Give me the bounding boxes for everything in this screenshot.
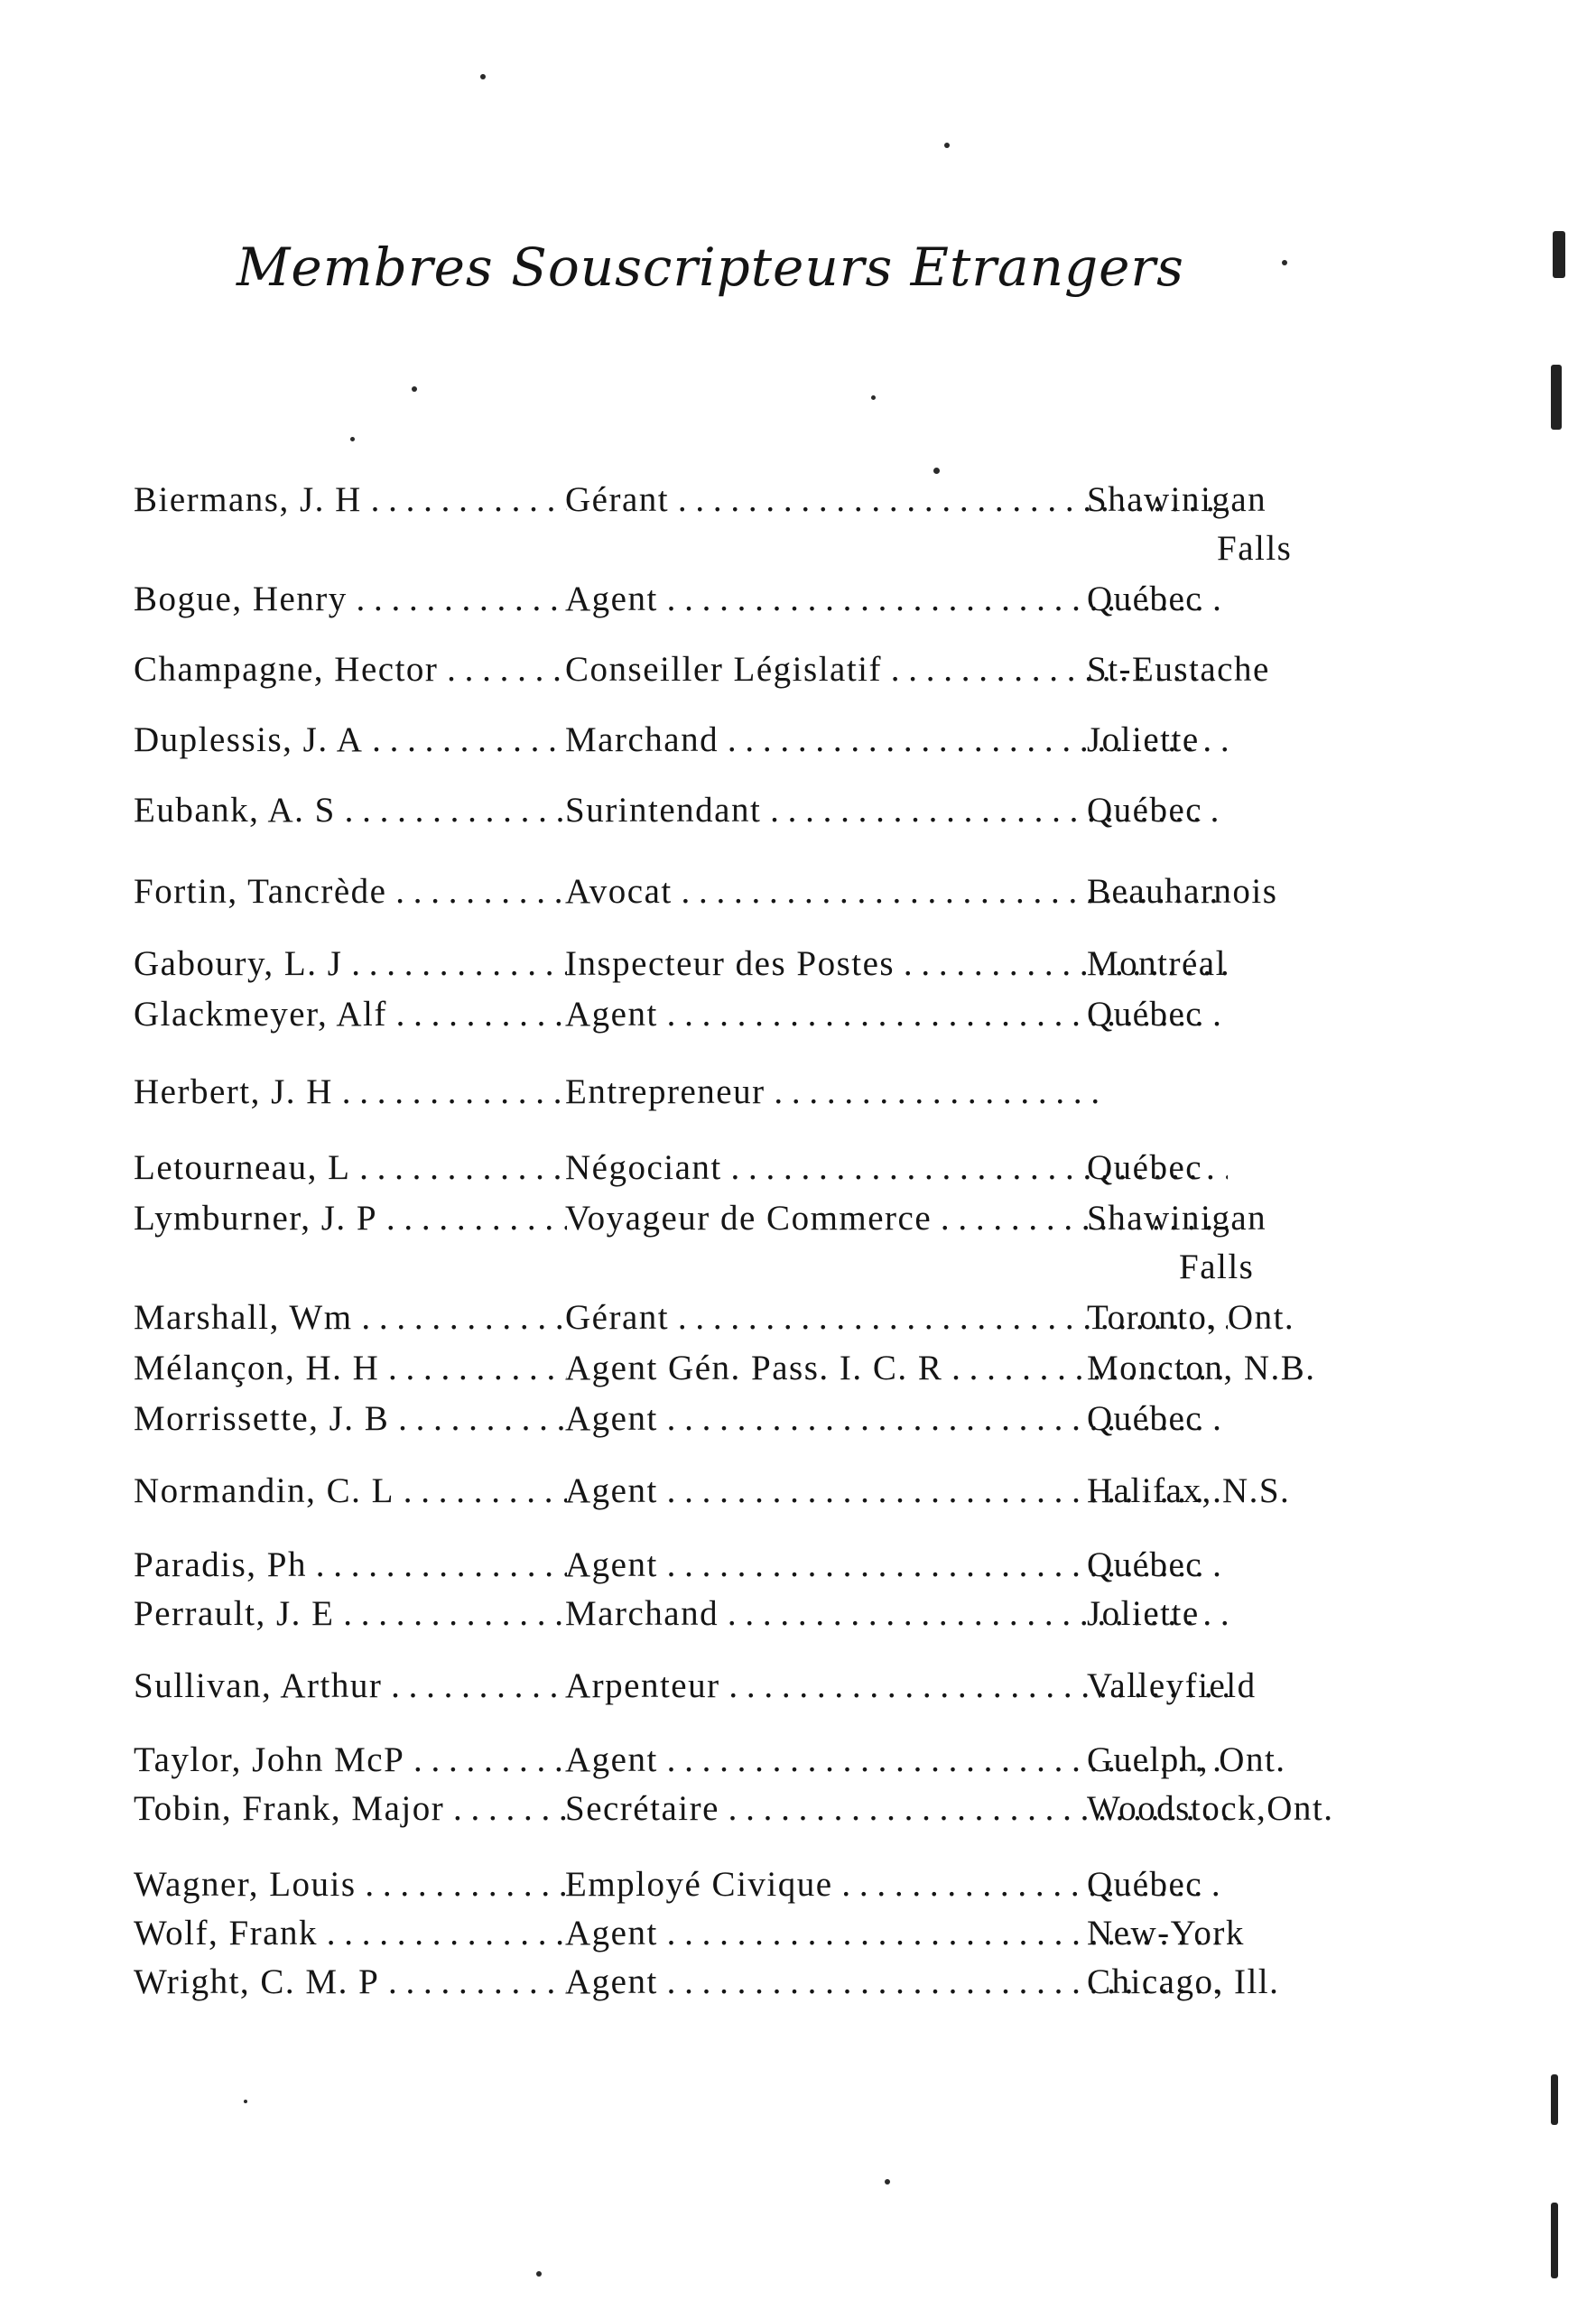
member-town: Québec [1087,1148,1203,1187]
member-occupation: Inspecteur des Postes . . . [565,941,1228,988]
member-town-continuation: Falls [1217,529,1293,568]
member-name: Biermans, J. H . . . [134,477,567,524]
member-name: Paradis, Ph . . . [134,1542,567,1589]
member-occupation: Agent . . . [565,1542,1228,1589]
member-name: Letourneau, L . . . [134,1145,567,1192]
scan-speck [350,437,355,441]
page-title: Membres Souscripteurs Etrangers [237,237,1184,298]
member-name: Taylor, John McP . . . [134,1737,567,1784]
member-occupation: Surintendant . . . [565,787,1228,834]
member-name: Morrissette, J. B . . . [134,1396,567,1442]
member-occupation: Agent . . . [565,1737,1228,1784]
member-occupation: Conseiller Législatif . . . [565,646,1228,693]
member-town: New-York [1087,1914,1245,1953]
member-town: Guelph, Ont. [1087,1740,1286,1779]
member-town: Moncton, N.B. [1087,1349,1316,1387]
member-town: Shawinigan [1087,1199,1267,1238]
member-name: Eubank, A. S . . . [134,787,567,834]
member-town: Shawinigan [1087,480,1267,519]
member-town: Québec [1087,1865,1203,1904]
member-town: Québec [1087,1399,1203,1438]
member-name: Perrault, J. E . . . [134,1591,567,1637]
member-town: Québec [1087,580,1203,618]
member-occupation: Négociant . . . [565,1145,1228,1192]
member-town: Québec [1087,1545,1203,1584]
member-occupation: Gérant . . . [565,1294,1228,1341]
scan-speck [244,2100,247,2103]
member-occupation: Gérant . . . [565,477,1228,524]
member-occupation: Agent . . . [565,991,1228,1038]
member-name: Gaboury, L. J . . . [134,941,567,988]
scan-speck [536,2271,542,2277]
scan-edge-mark [1553,231,1565,278]
member-occupation: Agent Gén. Pass. I. C. R . . . [565,1345,1228,1392]
member-town: St-Eustache [1087,650,1270,689]
member-town: Québec [1087,791,1203,830]
member-occupation: Arpenteur . . . [565,1663,1228,1710]
member-name: Normandin, C. L . . . [134,1468,567,1515]
scan-speck [412,386,417,392]
member-town: Joliette [1087,720,1200,759]
scan-speck [871,395,876,400]
member-town: Joliette [1087,1594,1200,1633]
member-occupation: Agent . . . [565,576,1228,623]
member-town-continuation: Falls [1179,1248,1255,1286]
scan-speck [944,143,950,148]
member-occupation: Agent . . . [565,1959,1228,2006]
member-name: Herbert, J. H . . . [134,1069,567,1116]
member-occupation: Marchand . . . [565,717,1228,764]
member-name: Wolf, Frank . . . [134,1910,567,1957]
member-name: Tobin, Frank, Major . . . [134,1786,567,1832]
member-town: Montréal [1087,944,1227,983]
member-name: Duplessis, J. A . . . [134,717,567,764]
member-town: Beauharnois [1087,872,1278,911]
member-occupation: Agent . . . [565,1910,1228,1957]
scan-edge-mark [1551,2074,1558,2125]
scan-edge-mark [1551,2203,1558,2278]
member-occupation: Employé Civique . . . [565,1861,1228,1908]
member-town: Halifax, N.S. [1087,1471,1291,1510]
member-occupation: Secrétaire . . . [565,1786,1228,1832]
scan-speck [933,468,940,474]
member-occupation: Agent . . . [565,1396,1228,1442]
member-occupation: Voyageur de Commerce . . . [565,1195,1228,1242]
member-name: Sullivan, Arthur . . . [134,1663,567,1710]
member-occupation: Marchand . . . [565,1591,1228,1637]
member-name: Lymburner, J. P . . . [134,1195,567,1242]
member-occupation: Avocat . . . [565,868,1228,915]
member-name: Marshall, Wm . . . [134,1294,567,1341]
member-name: Champagne, Hector . . . [134,646,567,693]
scan-speck [1282,260,1287,265]
scan-speck [885,2179,890,2184]
member-name: Mélançon, H. H . . . [134,1345,567,1392]
member-name: Wagner, Louis . . . [134,1861,567,1908]
member-name: Fortin, Tancrède . . . [134,868,567,915]
member-town: Toronto, Ont. [1087,1298,1295,1337]
member-name: Bogue, Henry . . . [134,576,567,623]
member-town: Québec [1087,995,1203,1034]
member-name: Glackmeyer, Alf . . . [134,991,567,1038]
scan-speck [480,74,486,79]
member-occupation: Entrepreneur . . . [565,1069,1103,1116]
member-town: Woodstock,Ont. [1087,1789,1334,1828]
member-town: Valleyfield [1087,1666,1257,1705]
scan-edge-mark [1551,365,1562,430]
member-town: Chicago, Ill. [1087,1962,1280,2001]
member-occupation: Agent . . . [565,1468,1228,1515]
member-name: Wright, C. M. P . . . [134,1959,567,2006]
